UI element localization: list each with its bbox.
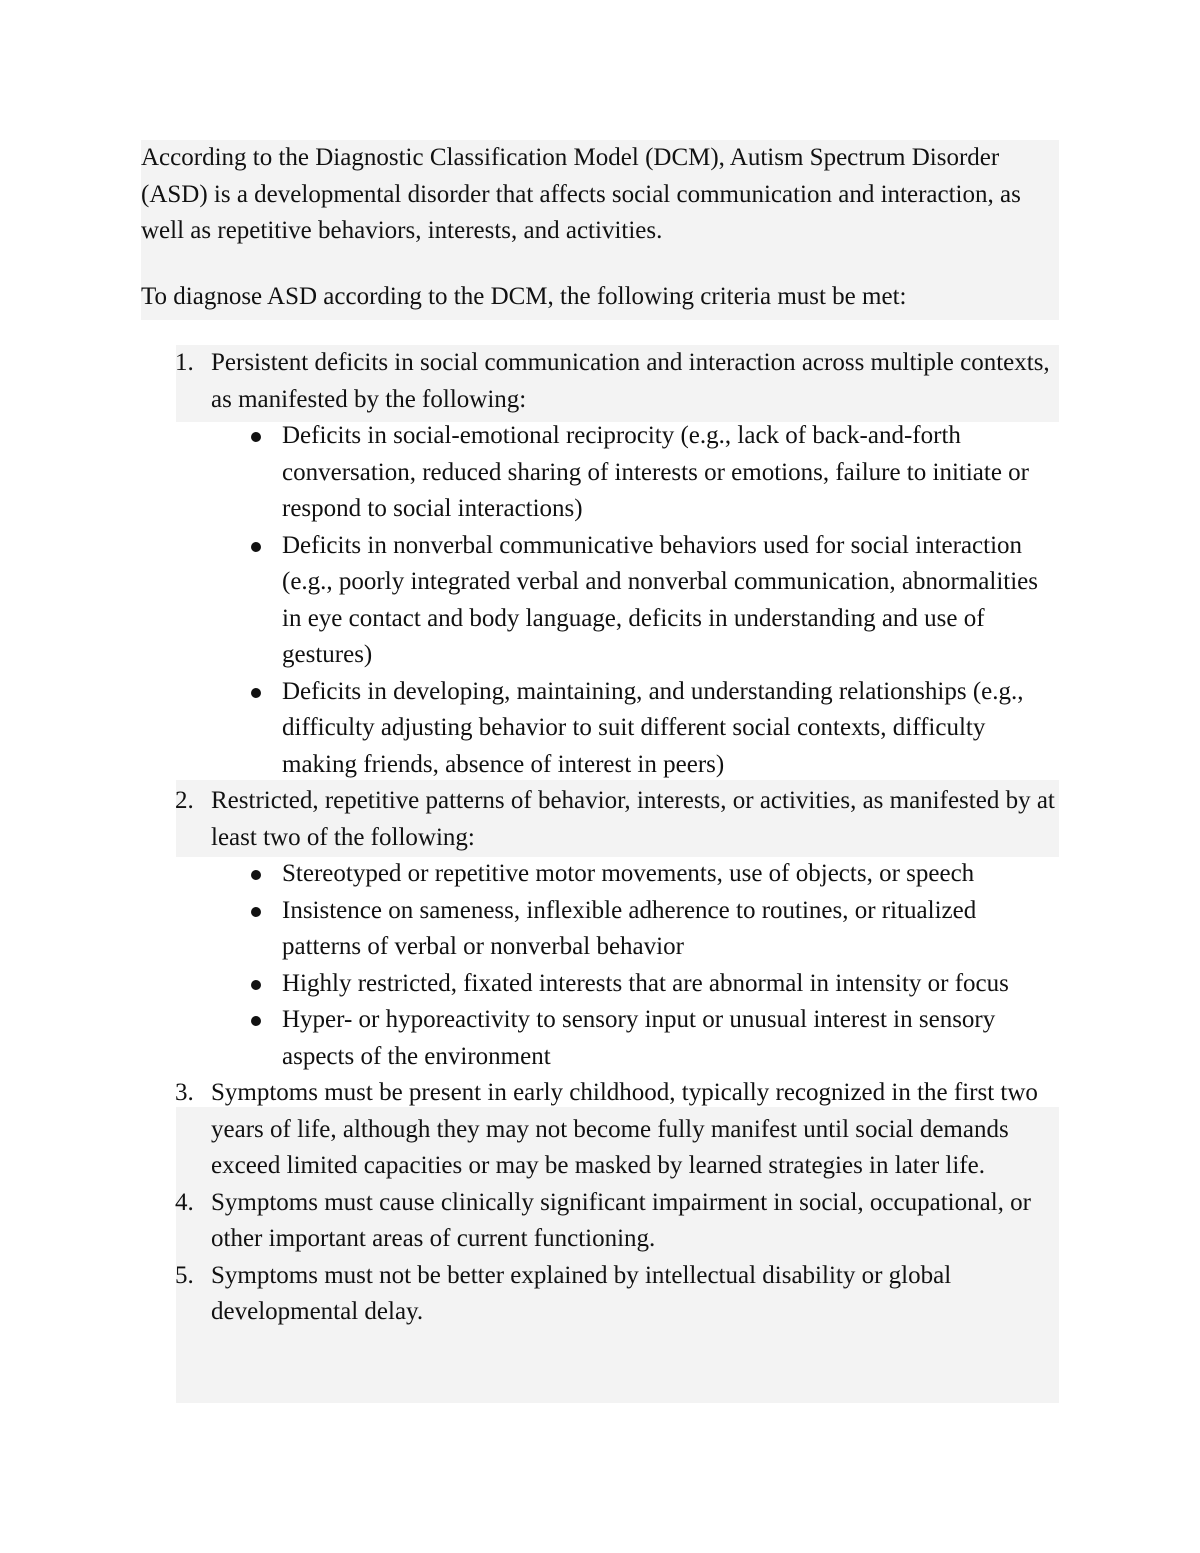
bullet-item: [141, 418, 1059, 528]
bullet-text: Deficits in social-emotional reciprocity (e.g., lack of back-and-forth conversation, reduced sharing of interests or emotions, failure to initiate or respond to social interactions): [282, 422, 1029, 522]
criterion-number: 4.: [175, 1188, 194, 1216]
criterion-2-bullets: [141, 856, 1059, 1075]
criterion-number: 5.: [175, 1261, 194, 1289]
criteria-lead-paragraph: To diagnose ASD according to the DCM, the following criteria must be met:: [141, 283, 907, 310]
criterion-4: [141, 1185, 1059, 1258]
bullet-text: Hyper- or hyporeactivity to sensory input or unusual interest in sensory aspects of the environment: [282, 1006, 996, 1070]
bullet-dot-icon: [251, 432, 261, 442]
bullet-dot-icon: [251, 980, 261, 990]
criterion-number: 2.: [175, 787, 194, 814]
criterion-text: Symptoms must not be better explained by intellectual disability or global developmental delay.: [211, 1261, 952, 1325]
bullet-dot-icon: [251, 1016, 261, 1026]
bullet-dot-icon: [251, 870, 261, 880]
criterion-1: [141, 345, 1059, 418]
criterion-text: Symptoms must be present in early childhood, typically recognized in the first two years of life, although they may not become fully manifest until social demands exceed limited capacities or may be masked by learned strategies in later life.: [211, 1079, 1038, 1179]
bullet-item: [141, 856, 1059, 893]
criterion-5: [141, 1258, 1059, 1331]
bullet-text: Deficits in nonverbal communicative behaviors used for social interaction (e.g., poorly integrated verbal and nonverbal communication, abnormalities in eye contact and body language, deficits in understanding and use of gestures): [282, 531, 1039, 668]
criterion-1-bullets: [141, 418, 1059, 783]
bullet-item: [141, 1002, 1059, 1075]
criterion-2: [141, 783, 1059, 856]
bullet-item: [141, 966, 1059, 1003]
bullet-dot-icon: [251, 688, 261, 698]
bullet-dot-icon: [251, 542, 261, 552]
bullet-item: [141, 528, 1059, 674]
bullet-text: Deficits in developing, maintaining, and understanding relationships (e.g., difficulty adjusting behavior to suit different social contexts, difficulty making friends, absence of interest in peers): [282, 677, 1024, 778]
criterion-text: Symptoms must cause clinically significant impairment in social, occupational, or other important areas of current functioning.: [211, 1188, 1031, 1252]
criterion-number: 1.: [175, 349, 194, 376]
criterion-text: Persistent deficits in social communication and interaction across multiple contexts, as manifested by the following:: [211, 349, 1050, 413]
criterion-text: Restricted, repetitive patterns of behavior, interests, or activities, as manifested by at least two of the following:: [211, 787, 1055, 851]
intro-paragraph: According to the Diagnostic Classification Model (DCM), Autism Spectrum Disorder (ASD) is a developmental disorder that affects social communication and interaction, as well as repetitive behaviors, interests, and activities.: [141, 144, 1021, 244]
criterion-3: [141, 1075, 1059, 1185]
bullet-text: Stereotyped or repetitive motor movements, use of objects, or speech: [282, 860, 975, 887]
criterion-2-bullets-wrap: [141, 856, 1059, 1075]
criterion-number: 3.: [175, 1079, 194, 1106]
bullet-item: [141, 674, 1059, 784]
criteria-list: [141, 345, 1059, 1331]
bullet-text: Insistence on sameness, inflexible adherence to routines, or ritualized patterns of verbal or nonverbal behavior: [282, 896, 977, 960]
bullet-text: Highly restricted, fixated interests that are abnormal in intensity or focus: [282, 969, 1009, 997]
bullet-dot-icon: [251, 907, 261, 917]
bullet-item: [141, 893, 1059, 966]
criterion-1-bullets-wrap: [141, 418, 1059, 783]
